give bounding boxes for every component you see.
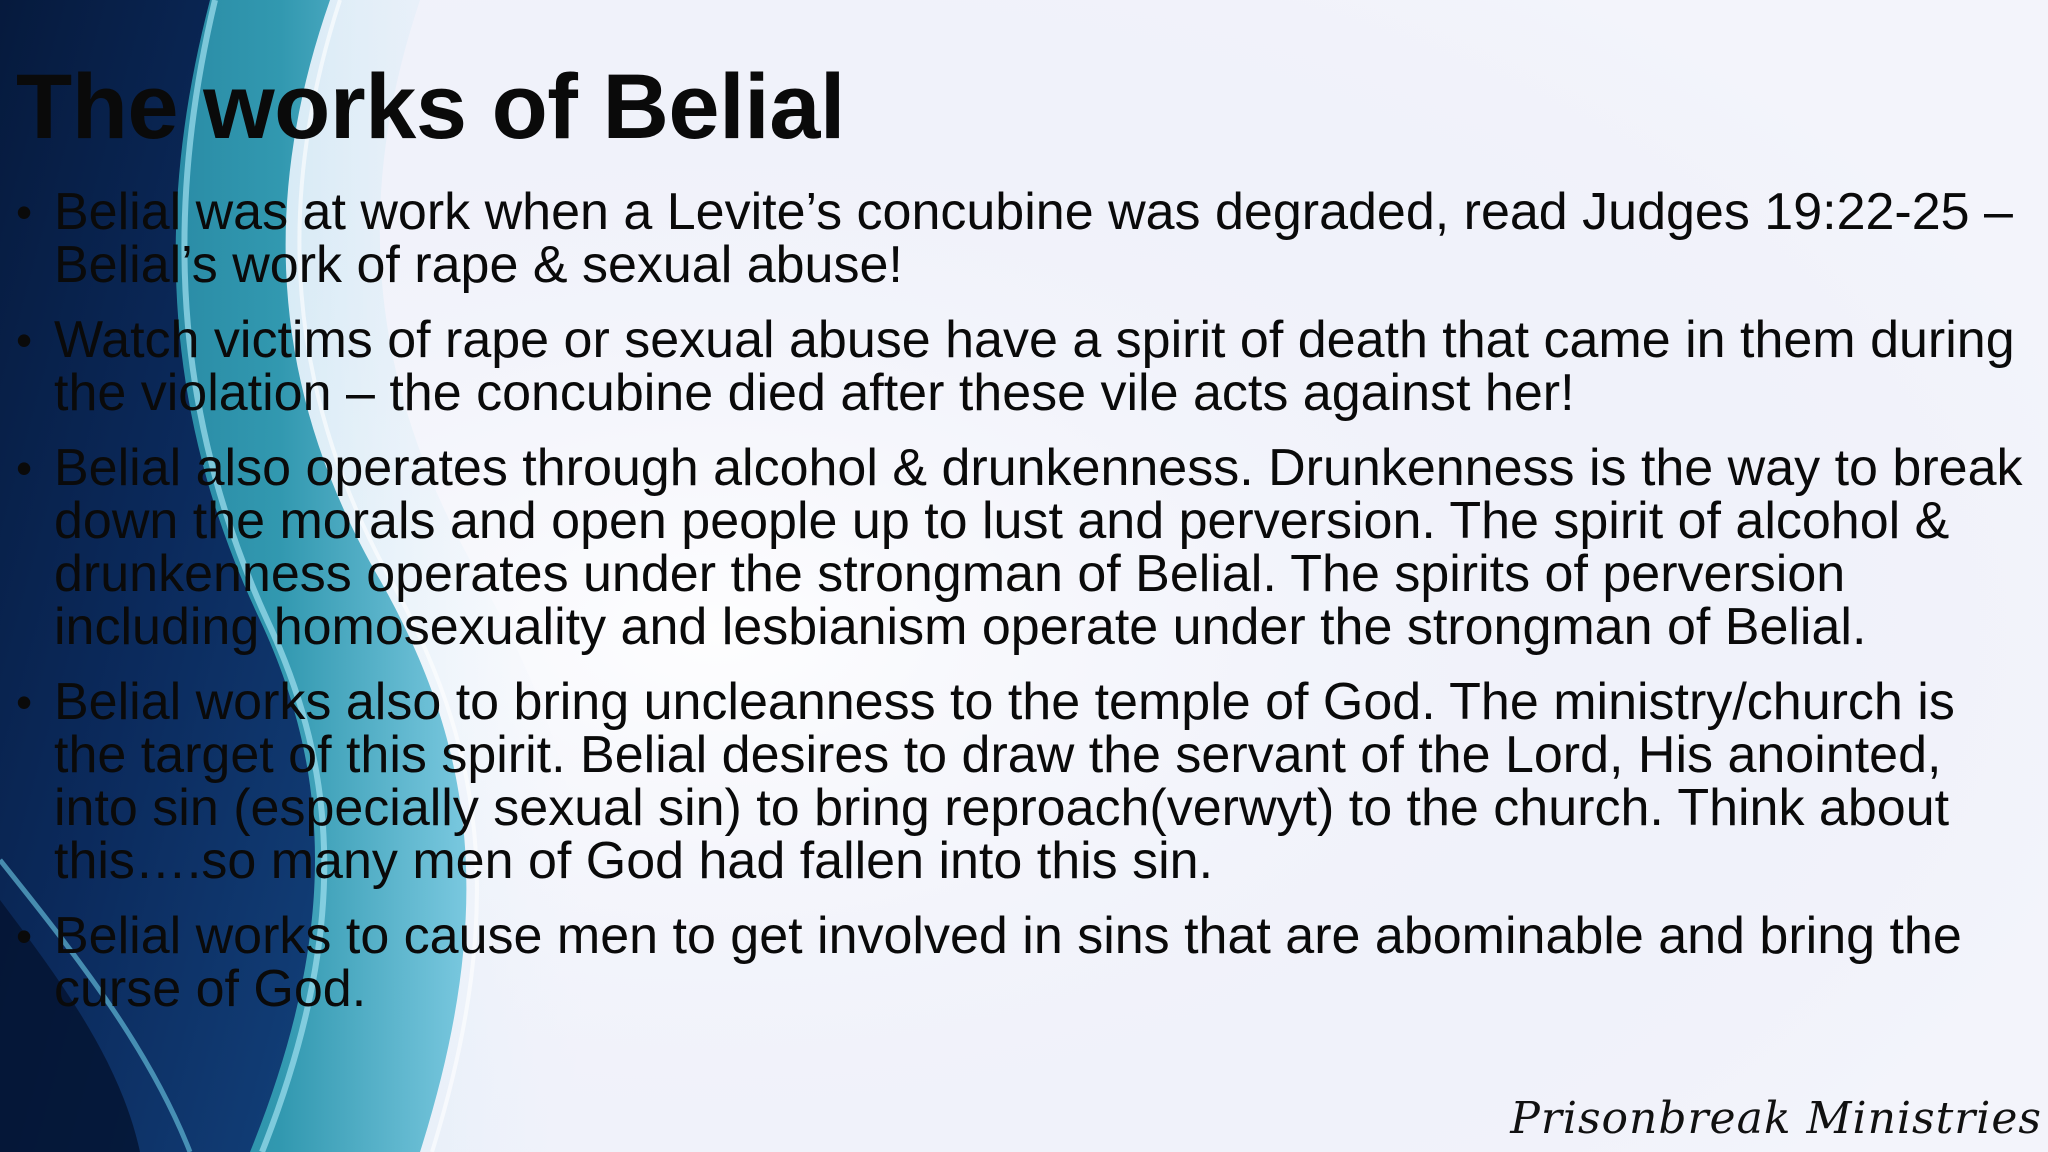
bullet-dot-icon: •: [16, 314, 33, 366]
bullet-dot-icon: •: [16, 910, 33, 962]
bullet-dot-icon: •: [16, 186, 33, 238]
slide-title: The works of Belial: [16, 56, 845, 158]
ministry-signature: Prisonbreak Ministries: [1510, 1093, 2042, 1144]
bullet-text: Watch victims of rape or sexual abuse have a spirit of death that came in them during the violation – the concubine died after these vile acts against her!: [54, 311, 2015, 422]
bullet-text: Belial was at work when a Levite’s concubine was degraded, read Judges 19:22-25 – Belial’s work of rape & sexual abuse!: [54, 183, 2013, 294]
bullet-item: [14, 673, 2039, 890]
bullet-item: [14, 439, 2039, 656]
bullet-text: Belial also operates through alcohol & drunkenness. Drunkenness is the way to break down the morals and open people up to lust and perversion. The spirit of alcohol & drunkenness operates under the strongman of Belial. The spirits of perversion including homosexuality and lesbianism operate under the strongman of Belial.: [54, 439, 2023, 656]
bullet-text: Belial works to cause men to get involved in sins that are abominable and bring the curse of God.: [54, 907, 1962, 1018]
bullet-dot-icon: •: [16, 442, 33, 494]
bullet-text: Belial works also to bring uncleanness to the temple of God. The ministry/church is the target of this spirit. Belial desires to draw the servant of the Lord, His anointed, into sin (especially sexual sin) to bring reproach(verwyt) to the church. Think about this….so many men of God had fallen into this sin.: [54, 673, 1955, 890]
bullet-item: [14, 907, 2039, 1018]
bullet-list: [14, 183, 2039, 1038]
bullet-item: [14, 311, 2039, 422]
bullet-dot-icon: •: [16, 676, 33, 728]
bullet-item: [14, 183, 2039, 294]
